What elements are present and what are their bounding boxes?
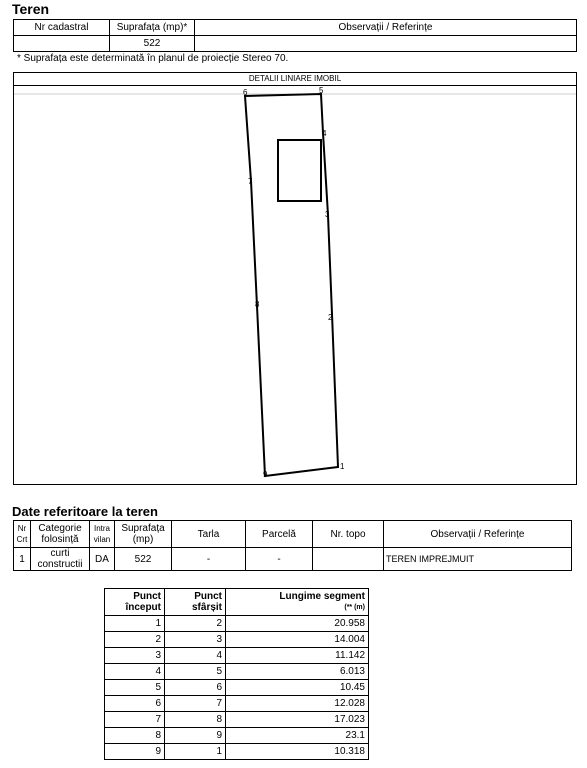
point-label-3: 3 bbox=[325, 210, 330, 219]
cell-tarla: - bbox=[172, 548, 246, 571]
table-row bbox=[105, 712, 369, 728]
table-row bbox=[105, 632, 369, 648]
header-intravilan: Intra vilan bbox=[90, 521, 115, 548]
point-label-2: 2 bbox=[328, 313, 333, 322]
table-row bbox=[105, 680, 369, 696]
start-point-cell: 9 bbox=[105, 744, 165, 760]
cell-parcela: - bbox=[246, 548, 313, 571]
table-row bbox=[105, 616, 369, 632]
start-point-cell: 2 bbox=[105, 632, 165, 648]
cell-categorie: curti constructii bbox=[31, 548, 90, 571]
cell-nr-topo bbox=[313, 548, 384, 571]
header-suprafata: Suprafața (mp)* bbox=[110, 20, 195, 36]
table-row bbox=[105, 728, 369, 744]
table-row bbox=[105, 648, 369, 664]
point-label-6: 6 bbox=[243, 88, 248, 97]
lungime-unit: (** (m) bbox=[344, 604, 365, 611]
parcel-plan bbox=[14, 73, 576, 484]
start-point-cell: 6 bbox=[105, 696, 165, 712]
header-nr-cadastral: Nr cadastral bbox=[14, 20, 110, 36]
end-point-cell: 2 bbox=[165, 616, 226, 632]
start-point-cell: 8 bbox=[105, 728, 165, 744]
table-row bbox=[105, 696, 369, 712]
point-label-5: 5 bbox=[319, 86, 324, 95]
header-nr-topo: Nr. topo bbox=[313, 521, 384, 548]
end-point-cell: 7 bbox=[165, 696, 226, 712]
segment-length-cell: 12.028 bbox=[226, 696, 369, 712]
segment-length-cell: 17.023 bbox=[226, 712, 369, 728]
segment-length-cell: 10.45 bbox=[226, 680, 369, 696]
segmente-body bbox=[105, 616, 369, 760]
section-title-teren: Teren bbox=[12, 1, 50, 17]
building-outline bbox=[278, 140, 321, 201]
segment-length-cell: 6.013 bbox=[226, 664, 369, 680]
header-nr-crt: Nr Crt bbox=[14, 521, 31, 548]
cell-nr-cadastral bbox=[14, 36, 110, 52]
start-point-cell: 4 bbox=[105, 664, 165, 680]
teren-table bbox=[13, 19, 577, 52]
end-point-cell: 6 bbox=[165, 680, 226, 696]
end-point-cell: 4 bbox=[165, 648, 226, 664]
header-suprafata-2: Suprafața (mp) bbox=[115, 521, 172, 548]
cell-nr-crt: 1 bbox=[14, 548, 31, 571]
point-label-8: 8 bbox=[255, 300, 260, 309]
cell-observatii bbox=[195, 36, 577, 52]
parcel-outline bbox=[245, 94, 338, 476]
segment-length-cell: 14.004 bbox=[226, 632, 369, 648]
segment-length-cell: 20.958 bbox=[226, 616, 369, 632]
cell-suprafata: 522 bbox=[110, 36, 195, 52]
detalii-liniare-box bbox=[13, 72, 577, 485]
header-observatii: Observații / Referințe bbox=[195, 20, 577, 36]
point-label-4: 4 bbox=[322, 129, 327, 138]
start-point-cell: 1 bbox=[105, 616, 165, 632]
suprafata-note: * Suprafața este determinată în planul de proiecție Stereo 70. bbox=[17, 53, 289, 64]
table-row bbox=[105, 744, 369, 760]
start-point-cell: 7 bbox=[105, 712, 165, 728]
segment-length-cell: 11.142 bbox=[226, 648, 369, 664]
end-point-cell: 5 bbox=[165, 664, 226, 680]
cell-intravilan: DA bbox=[90, 548, 115, 571]
start-point-cell: 5 bbox=[105, 680, 165, 696]
end-point-cell: 9 bbox=[165, 728, 226, 744]
header-lungime-segment bbox=[226, 589, 369, 616]
end-point-cell: 3 bbox=[165, 632, 226, 648]
header-punct-sfarsit: Punct sfârșit bbox=[165, 589, 226, 616]
section-title-date-teren: Date referitoare la teren bbox=[12, 504, 158, 519]
header-tarla: Tarla bbox=[172, 521, 246, 548]
segmente-table bbox=[104, 588, 369, 760]
header-observatii-2: Observații / Referințe bbox=[384, 521, 572, 548]
header-parcela: Parcelă bbox=[246, 521, 313, 548]
cell-suprafata-2: 522 bbox=[115, 548, 172, 571]
point-label-7: 7 bbox=[248, 177, 253, 186]
lungime-label: Lungime segment bbox=[279, 591, 365, 602]
table-row bbox=[105, 664, 369, 680]
point-label-1: 1 bbox=[340, 462, 345, 471]
date-teren-table bbox=[13, 520, 572, 571]
header-categorie: Categorie folosință bbox=[31, 521, 90, 548]
segment-length-cell: 23.1 bbox=[226, 728, 369, 744]
start-point-cell: 3 bbox=[105, 648, 165, 664]
segment-length-cell: 10.318 bbox=[226, 744, 369, 760]
detalii-title: DETALII LINIARE IMOBIL bbox=[14, 73, 576, 86]
end-point-cell: 1 bbox=[165, 744, 226, 760]
cell-observatii-2: TEREN IMPREJMUIT bbox=[384, 548, 572, 571]
end-point-cell: 8 bbox=[165, 712, 226, 728]
header-punct-inceput: Punct început bbox=[105, 589, 165, 616]
point-label-9: 9 bbox=[263, 470, 268, 479]
